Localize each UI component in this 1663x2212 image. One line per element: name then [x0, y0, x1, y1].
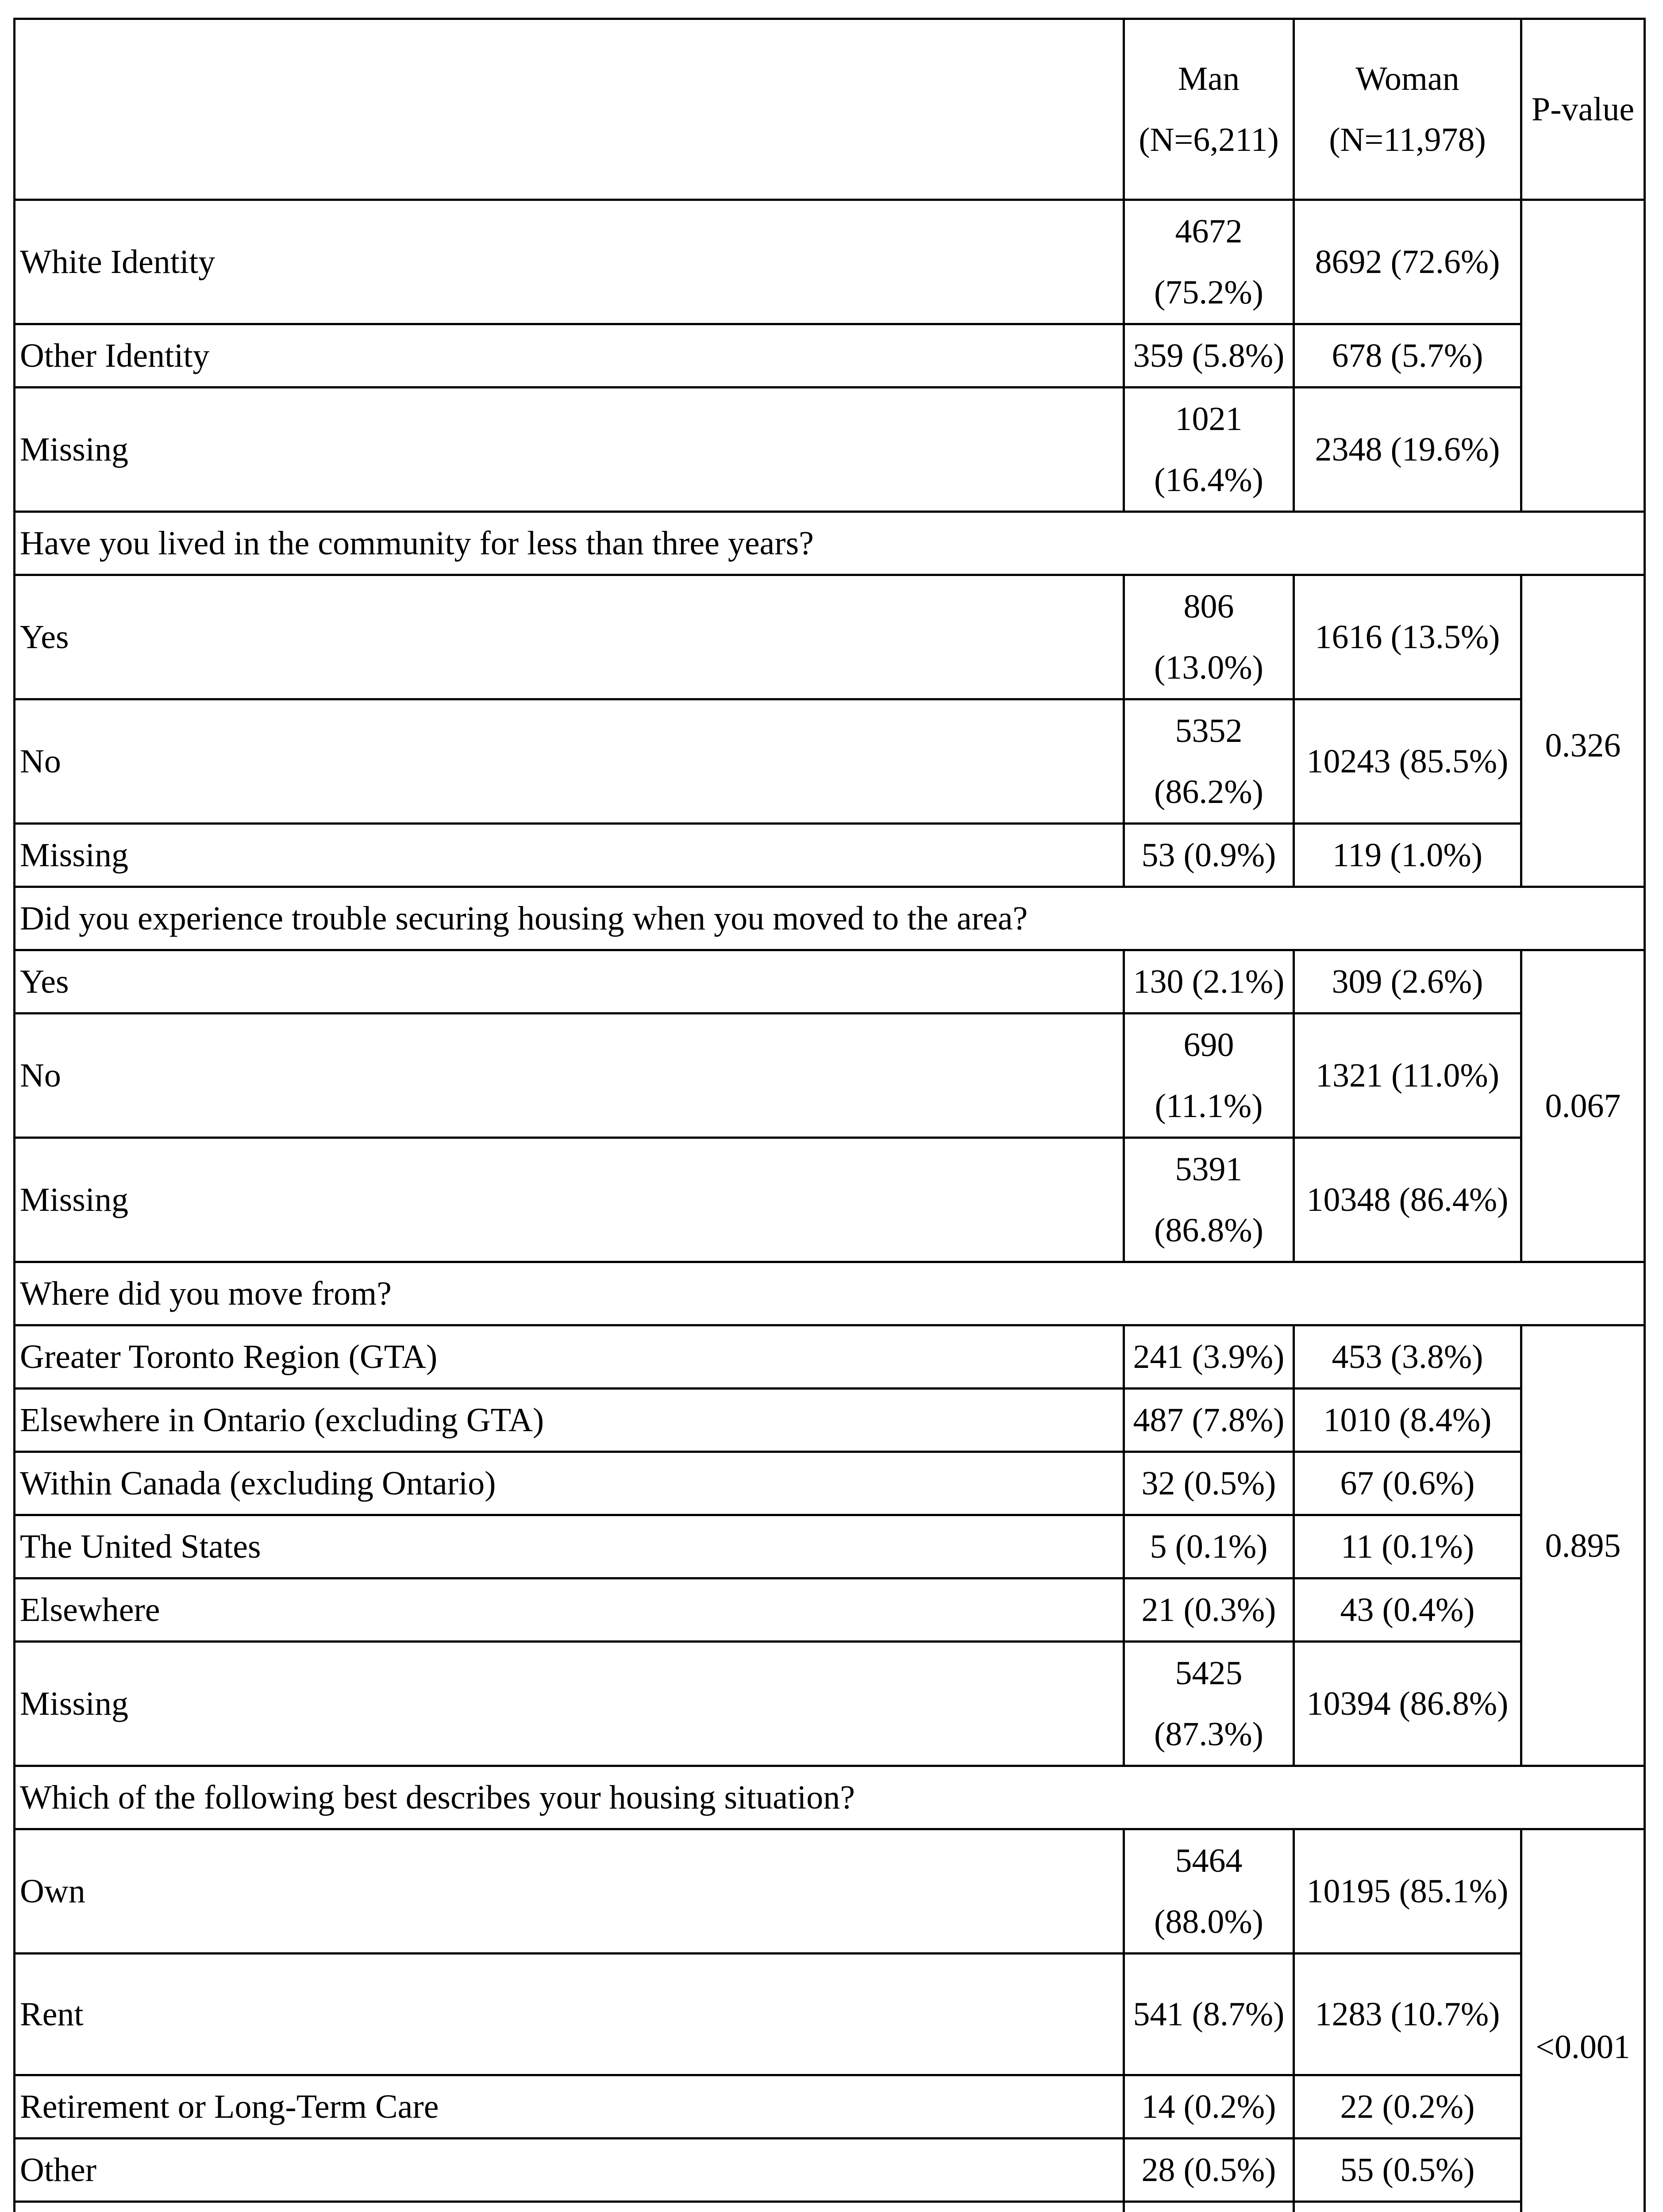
man-value: 53 (0.9%): [1124, 824, 1294, 887]
header-man-label: Man: [1178, 60, 1240, 97]
row-label: The United States: [15, 1515, 1124, 1578]
row-label: Missing: [15, 1138, 1124, 1262]
man-value: 541 (8.7%): [1124, 1954, 1294, 2075]
header-woman-label: Woman: [1355, 60, 1459, 97]
row-label: Retirement or Long-Term Care: [15, 2075, 1124, 2139]
man-value: 806 (13.0%): [1124, 575, 1294, 699]
man-value: 14 (0.2%): [1124, 2075, 1294, 2139]
row-label: Rent: [15, 1954, 1124, 2075]
table-row: [15, 1642, 1645, 1766]
row-label: Elsewhere in Ontario (excluding GTA): [15, 1389, 1124, 1452]
section-header-row: [15, 1262, 1645, 1325]
row-label: No: [15, 699, 1124, 824]
row-label: Own: [15, 1829, 1124, 1954]
man-value: 5464 (88.0%): [1124, 1829, 1294, 1954]
man-value: 32 (0.5%): [1124, 1452, 1294, 1515]
woman-value: 10394 (86.8%): [1294, 1642, 1521, 1766]
table-row: [15, 1829, 1645, 1954]
woman-value: 1321 (11.0%): [1294, 1014, 1521, 1138]
table-row: [15, 1452, 1645, 1515]
man-value: 130 (2.1%): [1124, 950, 1294, 1014]
man-value: [1124, 2202, 1294, 2212]
table-row: [15, 1325, 1645, 1389]
table-row: [15, 2202, 1645, 2212]
woman-value: 10243 (85.5%): [1294, 699, 1521, 824]
woman-value: 1616 (13.5%): [1294, 575, 1521, 699]
row-label: Other: [15, 2139, 1124, 2202]
man-value: 359 (5.8%): [1124, 324, 1294, 388]
section-header-row: [15, 512, 1645, 575]
woman-value: 8692 (72.6%): [1294, 200, 1521, 324]
section-title: Where did you move from?: [15, 1262, 1645, 1325]
woman-value: 1010 (8.4%): [1294, 1389, 1521, 1452]
table-row: [15, 1389, 1645, 1452]
row-label: No: [15, 1014, 1124, 1138]
table-row: [15, 950, 1645, 1014]
row-label: Other Identity: [15, 324, 1124, 388]
header-man-n: (N=6,211): [1139, 121, 1279, 158]
header-row: [15, 19, 1645, 200]
woman-value: 10195 (85.1%): [1294, 1829, 1521, 1954]
table-row: [15, 2139, 1645, 2202]
table-row: [15, 1954, 1645, 2075]
table-row: [15, 200, 1645, 324]
row-label: Missing: [15, 824, 1124, 887]
header-label-cell: [15, 19, 1124, 200]
man-value: 241 (3.9%): [1124, 1325, 1294, 1389]
section-title: Did you experience trouble securing housing when you moved to the area?: [15, 887, 1645, 950]
woman-value: [1294, 2202, 1521, 2212]
woman-value: 678 (5.7%): [1294, 324, 1521, 388]
man-value: 690 (11.1%): [1124, 1014, 1294, 1138]
p-value: 0.067: [1521, 950, 1645, 1262]
section-title: Have you lived in the community for less than three years?: [15, 512, 1645, 575]
row-label: Yes: [15, 575, 1124, 699]
woman-value: 453 (3.8%): [1294, 1325, 1521, 1389]
man-value: 5391 (86.8%): [1124, 1138, 1294, 1262]
header-man: [1124, 19, 1294, 200]
table-row: [15, 1014, 1645, 1138]
row-label: White Identity: [15, 200, 1124, 324]
woman-value: 2348 (19.6%): [1294, 388, 1521, 512]
table-body: [15, 200, 1645, 2212]
man-value: 4672 (75.2%): [1124, 200, 1294, 324]
p-value-cell: [1521, 200, 1645, 512]
man-value: 487 (7.8%): [1124, 1389, 1294, 1452]
p-value: 0.895: [1521, 1325, 1645, 1766]
man-value: 5352 (86.2%): [1124, 699, 1294, 824]
woman-value: 22 (0.2%): [1294, 2075, 1521, 2139]
man-value: 28 (0.5%): [1124, 2139, 1294, 2202]
row-label: Elsewhere: [15, 1578, 1124, 1642]
woman-value: 55 (0.5%): [1294, 2139, 1521, 2202]
woman-value: 67 (0.6%): [1294, 1452, 1521, 1515]
woman-value: 43 (0.4%): [1294, 1578, 1521, 1642]
table-row: [15, 575, 1645, 699]
p-value: <0.001: [1521, 1829, 1645, 2212]
row-label: Greater Toronto Region (GTA): [15, 1325, 1124, 1389]
row-label: Missing: [15, 1642, 1124, 1766]
woman-value: 1283 (10.7%): [1294, 1954, 1521, 2075]
section-title: Which of the following best describes your housing situation?: [15, 1766, 1645, 1829]
row-label: Within Canada (excluding Ontario): [15, 1452, 1124, 1515]
row-label: Missing: [15, 388, 1124, 512]
table-row: [15, 1578, 1645, 1642]
man-value: 21 (0.3%): [1124, 1578, 1294, 1642]
row-label: Yes: [15, 950, 1124, 1014]
table-row: [15, 1138, 1645, 1262]
woman-value: 11 (0.1%): [1294, 1515, 1521, 1578]
table-row: [15, 699, 1645, 824]
section-header-row: [15, 1766, 1645, 1829]
header-p-value: P-value: [1521, 19, 1645, 200]
man-value: 5 (0.1%): [1124, 1515, 1294, 1578]
demographics-table: [13, 18, 1646, 2212]
row-label: [15, 2202, 1124, 2212]
header-woman-n: (N=11,978): [1329, 121, 1486, 158]
table-row: [15, 388, 1645, 512]
woman-value: 10348 (86.4%): [1294, 1138, 1521, 1262]
header-woman: [1294, 19, 1521, 200]
table-row: [15, 824, 1645, 887]
woman-value: 309 (2.6%): [1294, 950, 1521, 1014]
section-header-row: [15, 887, 1645, 950]
woman-value: 119 (1.0%): [1294, 824, 1521, 887]
man-value: 5425 (87.3%): [1124, 1642, 1294, 1766]
table-row: [15, 324, 1645, 388]
table-row: [15, 2075, 1645, 2139]
table-row: [15, 1515, 1645, 1578]
p-value: 0.326: [1521, 575, 1645, 887]
man-value: 1021 (16.4%): [1124, 388, 1294, 512]
